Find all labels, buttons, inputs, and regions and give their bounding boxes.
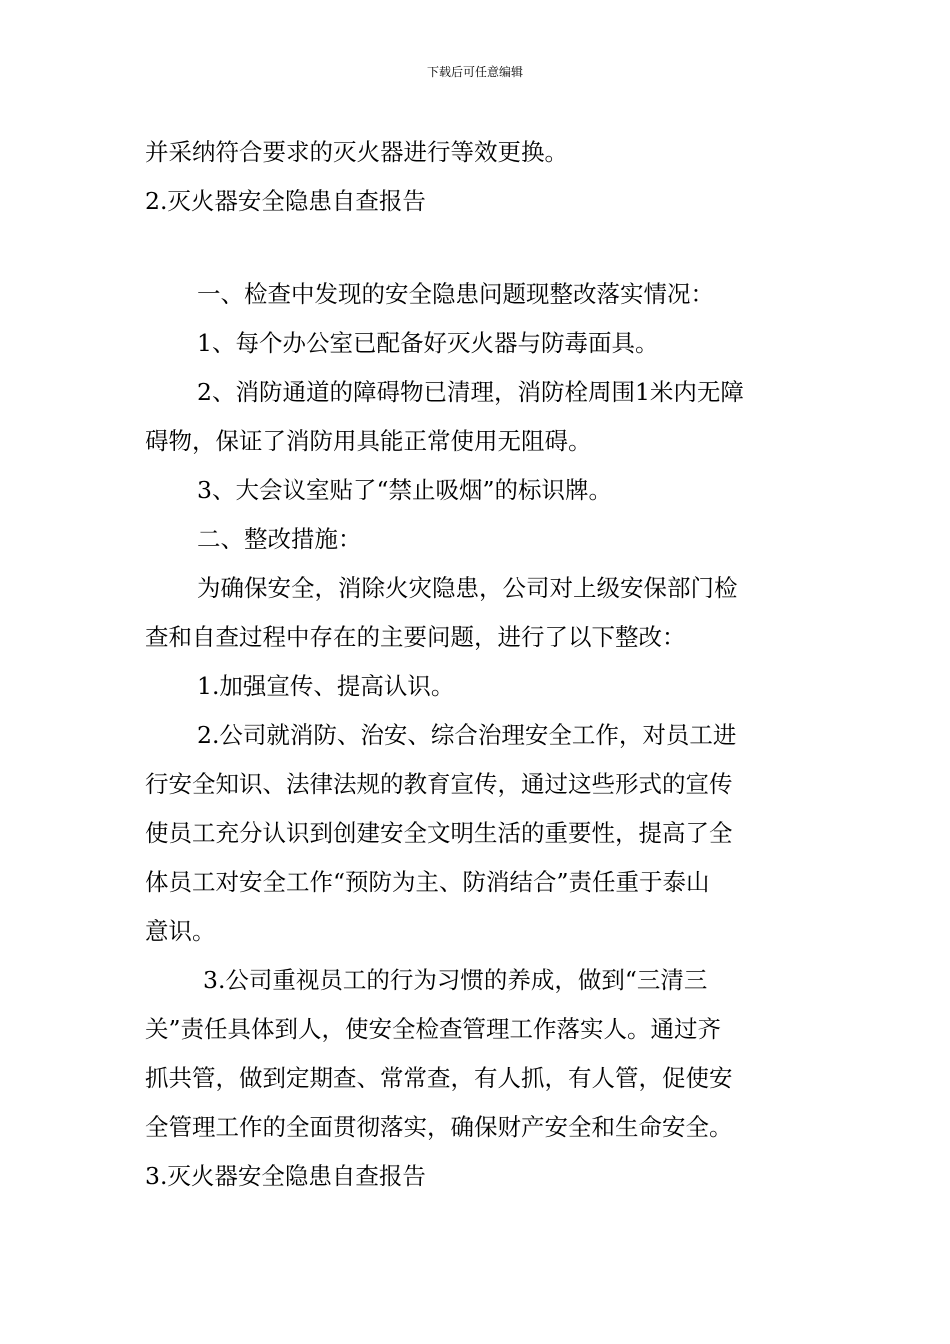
document-body xyxy=(145,128,810,1201)
list-item: 1.加强宣传、提高认识。 xyxy=(197,672,455,700)
paragraph-line: 行安全知识、法律法规的教育宣传，通过这些形式的宣传 xyxy=(145,770,733,798)
paragraph-line: 全管理工作的全面贯彻落实，确保财产安全和生命安全。 xyxy=(145,1113,733,1141)
subsection-heading: 二、整改措施： xyxy=(197,525,362,553)
page-header: 下载后可任意编辑 xyxy=(426,65,523,79)
paragraph-line: 使员工充分认识到创建安全文明生活的重要性，提高了全 xyxy=(145,819,733,847)
subsection-heading: 一、检查中发现的安全隐患问题现整改落实情况： xyxy=(197,280,714,308)
section-heading: 3.灭火器安全隐患自查报告 xyxy=(145,1162,426,1190)
paragraph-line: 为确保安全，消除火灾隐患，公司对上级安保部门检 xyxy=(197,574,738,602)
paragraph-line: 碍物，保证了消防用具能正常使用无阻碍。 xyxy=(145,427,592,455)
paragraph-line: 并采纳符合要求的灭火器进行等效更换。 xyxy=(145,138,568,166)
list-item: 3.公司重视员工的行为习惯的养成，做到“三清三 xyxy=(203,966,708,994)
paragraph-line: 关”责任具体到人，使安全检查管理工作落实人。通过齐 xyxy=(145,1015,722,1043)
paragraph-line: 意识。 xyxy=(145,917,216,945)
blank-space xyxy=(145,226,810,270)
section-heading: 2.灭火器安全隐患自查报告 xyxy=(145,187,426,215)
paragraph-line: 体员工对安全工作“预防为主、防消结合”责任重于泰山 xyxy=(145,868,710,896)
list-item: 1、每个办公室已配备好灭火器与防毒面具。 xyxy=(197,329,659,357)
list-item: 3、大会议室贴了“禁止吸烟”的标识牌。 xyxy=(197,476,612,504)
paragraph-line: 查和自查过程中存在的主要问题，进行了以下整改： xyxy=(145,623,686,651)
paragraph-line: 抓共管，做到定期查、常常查，有人抓，有人管，促使安 xyxy=(145,1064,733,1092)
list-item: 2.公司就消防、治安、综合治理安全工作，对员工进 xyxy=(197,721,737,749)
list-item: 2、消防通道的障碍物已清理，消防栓周围1米内无障 xyxy=(197,378,744,406)
